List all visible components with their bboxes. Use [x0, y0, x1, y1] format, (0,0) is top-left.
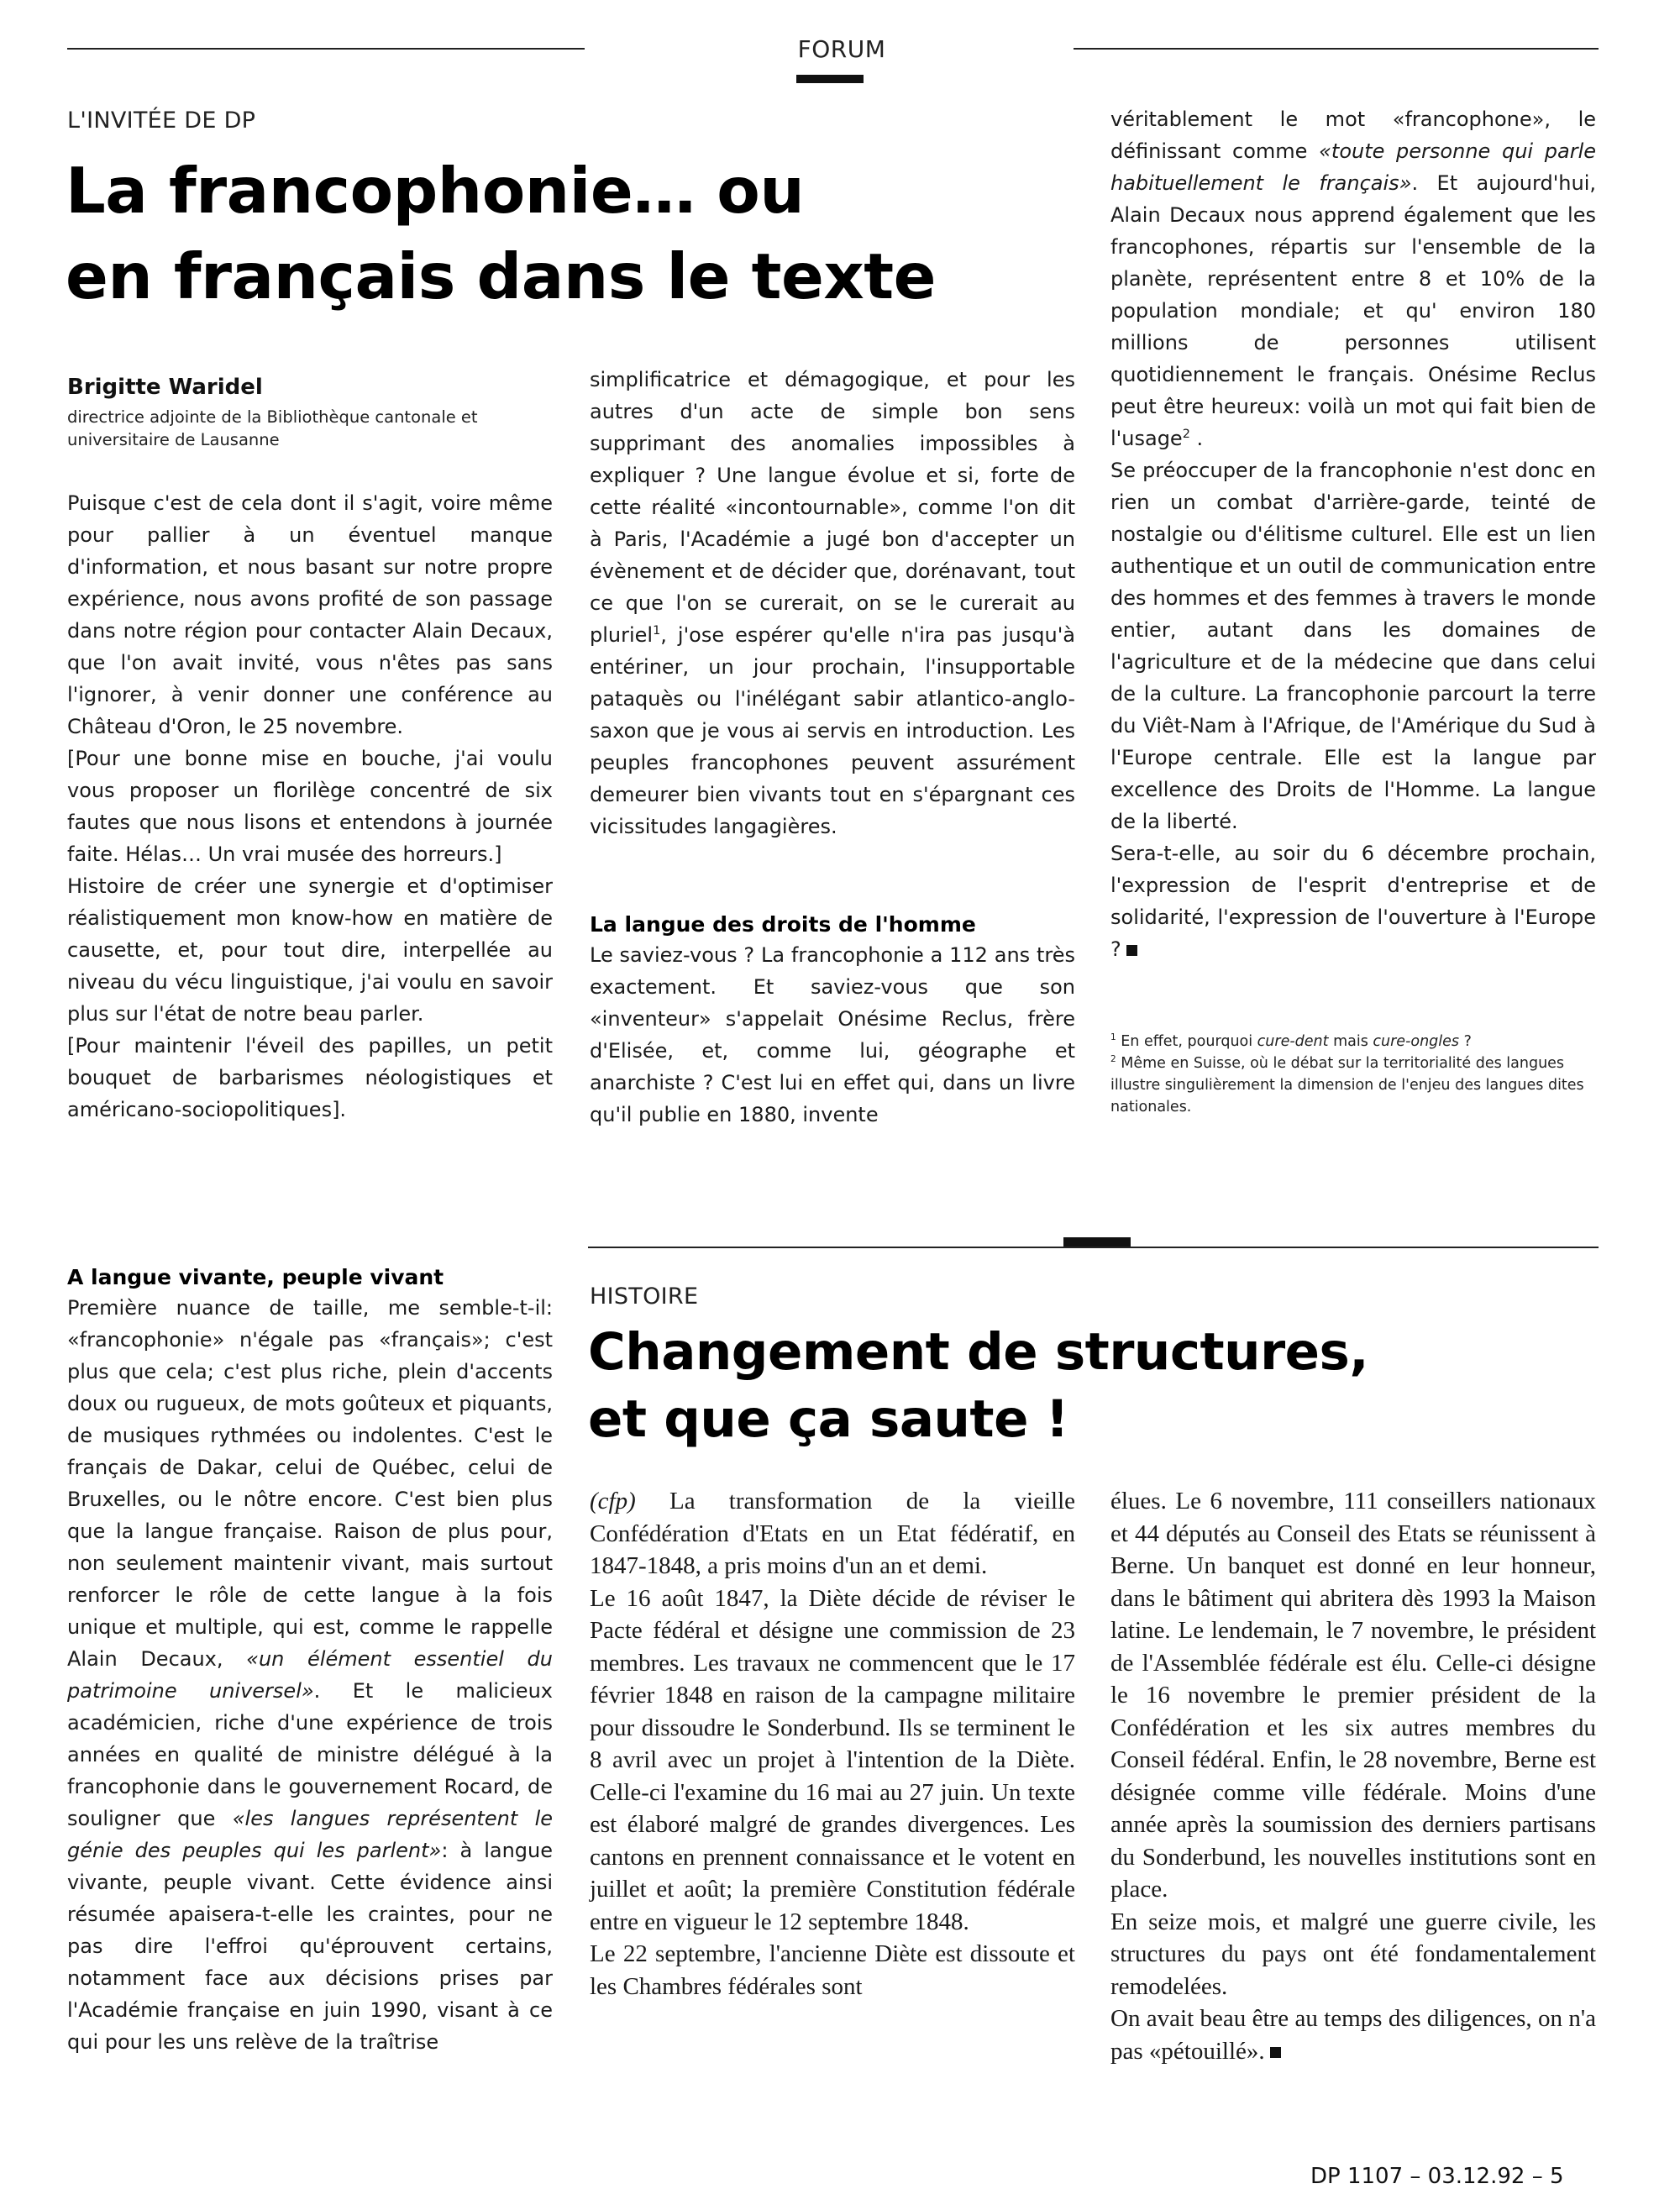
paragraph	[590, 364, 1075, 843]
italic-term: cure-dent	[1257, 1033, 1329, 1050]
footnote-2	[1110, 1053, 1598, 1118]
footnote-ref: 2	[1182, 428, 1190, 441]
text-run: Première nuance de taille, me semble-t-il: «francophonie» n'égale pas «français»; c'est plus que cela; c'est plus riche, plein d'accents doux ou rugueux, de mots goûteux et piquants, de musiques rythmées ou indolentes. C'est le français de Dakar, celui de Québec, celui de Bruxelles, ou le nôtre encore. C'est bien plus que la langue française. Raison de plus pour, non seulement maintenir vivant, mais surtout renforcer le rôle de cette langue à la fois unique et multiple, qui est, comme le rappelle Alain Decaux,	[67, 1296, 553, 1671]
text-run: . Et aujourd'hui, Alain Decaux nous apprend également que les francophones, répartis sur l'ensemble de la planète, représentent entre 8 et 10% de la population mondiale; et qu' environ 180 millions de personnes utilisent quotidiennement le français. Onésime Reclus peut être heureux: voilà un mot qui fait bien de l'usage	[1110, 171, 1597, 450]
article2-column1	[590, 1485, 1075, 2003]
article1-title-line1: La francophonie… ou	[66, 154, 805, 228]
text-run: La transformation de la vieille Confédération d'Etats en un Etat fédératif, en 1847-1848, a pris moins d'un an et demi.	[590, 1488, 1075, 1579]
paragraph: élues. Le 6 novembre, 111 conseillers nationaux et 44 députés au Conseil des Etats se réunissent à Berne. Un banquet est donné en leur honneur, dans le bâtiment qui abritera dès 1993 la Maison latine. Le lendemain, le 7 novembre, le président de l'Assemblée fédérale est élu. Celle-ci désigne le 16 novembre le premier président de la Confédération et les six autres membres du Conseil fédéral. Enfin, le 28 novembre, Berne est désignée comme ville fédérale. Moins d'une année après la soumission des derniers partisans du Sonderbund, les nouvelles institutions sont en place.	[1110, 1488, 1596, 1903]
italic-term: cure-ongles	[1373, 1033, 1460, 1050]
footnote-number: 1	[1110, 1032, 1116, 1043]
paragraph	[590, 1485, 1075, 1583]
paragraph: Le 16 août 1847, la Diète décide de réviser le Pacte fédéral et désigne une commission de 23 membres. Les travaux ne commencent que le 17 février 1848 en raison de la campagne militaire pour dissoudre le Sonderbund. Ils se terminent le 8 avril avec un projet à l'intention de la Diète. Celle-ci l'examine du 16 mai au 27 juin. Un texte est élaboré malgré de grandes divergences. Les cantons en prennent connaissance et le votent en juillet et août; la première Constitution fédérale entre en vigueur le 12 septembre 1848.	[590, 1584, 1075, 1935]
paragraph	[67, 1292, 553, 2058]
page-footer: DP 1107 – 03.12.92 – 5	[1310, 2164, 1564, 2189]
byline: (cfp)	[590, 1488, 636, 1514]
text-run: .	[1189, 427, 1204, 450]
end-mark-icon	[1126, 945, 1137, 956]
paragraph: [Pour une bonne mise en bouche, j'ai voulu vous proposer un florilège concentré de six fautes que nous lisons et entendons à journée faite. Hélas… Un vrai musée des horreurs.]	[67, 747, 553, 866]
paragraph: Histoire de créer une synergie et d'optimiser réalistiquement mon know-how en matière de causette, et, pour tout dire, interpellée au niveau du vécu linguistique, j'ai voulu en savoir plus sur l'état de notre beau parler.	[67, 874, 553, 1026]
author-affiliation	[67, 406, 571, 451]
article2-title-line2: et que ça saute !	[588, 1389, 1069, 1449]
affiliation-line1: directrice adjointe de la Bibliothèque cantonale et	[67, 407, 478, 427]
text-run: : à langue vivante, peuple vivant. Cette évidence ainsi résumée apaisera-t-elle les craintes, pour ne pas dire l'effroi qu'éprouvent certains, notamment face aux décisions prises par l'Académie française en juin 1990, visant à ce qui pour les uns relève de la traîtrise	[67, 1839, 553, 2054]
article1-column2	[590, 364, 1075, 843]
quote-italic: «un élément essentiel du patrimoine universel»	[67, 1647, 553, 1703]
article2-kicker: HISTOIRE	[590, 1283, 699, 1310]
paragraph: En seize mois, et malgré une guerre civile, les structures du pays ont été fondamentalement remodelées.	[1110, 1908, 1596, 2000]
author-name: Brigitte Waridel	[67, 375, 263, 400]
paragraph: Puisque c'est de cela dont il s'agit, voire même pour pallier à un éventuel manque d'information, et nous basant sur notre propre expérience, nous avons profité de son passage dans notre région pour contacter Alain Decaux, que l'on avait invité, vous n'êtes pas sans l'ignorer, à venir donner une conférence au Château d'Oron, le 25 novembre.	[67, 491, 553, 738]
paragraph: Se préoccuper de la francophonie n'est donc en rien un combat d'arrière-garde, teinté de nostalgie ou d'élitisme culturel. Elle est un lien authentique et un outil de communication entre des hommes et des femmes à travers le monde entier, autant dans les domaines de l'agriculture et de la médecine que dans celui de la culture. La francophonie parcourt la terre du Viêt-Nam à l'Afrique, de l'Amérique du Sud à l'Europe centrale. Elle est la langue par excellence des Droits de l'Homme. La langue de la liberté.	[1110, 459, 1596, 833]
text-run: On avait beau être au temps des diligences, on n'a pas «pétouillé».	[1110, 2005, 1596, 2065]
text-run: , j'ose espérer qu'elle n'ira pas jusqu'à entériner, un jour prochain, l'insupportable pataquès ou l'inélégant sabir atlantico-anglo-saxon que je vous ai servis en introduction. Les peuples francophones peuvent assurément demeurer bien vivants tout en s'épargnant ces vicissitudes langagières.	[590, 623, 1075, 838]
subhead-langue-vivante: A langue vivante, peuple vivant	[67, 1265, 444, 1289]
paragraph	[1110, 2003, 1596, 2067]
end-mark-icon	[1270, 2047, 1281, 2058]
quote-italic: «toute personne qui parle habituellement le français»	[1110, 139, 1597, 195]
paragraph: [Pour maintenir l'éveil des papilles, un petit bouquet de barbarismes néologistiques et américano-sociopolitiques].	[67, 1034, 553, 1121]
quote-italic: «les langues représentent le génie des peuples qui les parlent»	[67, 1807, 554, 1862]
text-run: Même en Suisse, où le débat sur la territorialité des langues illustre singulièrement la dimension de l'enjeu des langues dites nationales.	[1110, 1055, 1584, 1115]
header-rule-left	[67, 48, 585, 50]
section-label: FORUM	[797, 35, 886, 63]
text-run: ?	[1459, 1033, 1472, 1050]
article1-column2-continued	[590, 939, 1075, 1131]
text-run: mais	[1328, 1033, 1373, 1050]
footnote-ref: 1	[653, 624, 661, 638]
text-run: En effet, pourquoi	[1116, 1033, 1257, 1050]
subhead-droits-homme: La langue des droits de l'homme	[590, 912, 976, 937]
text-run: Sera-t-elle, au soir du 6 décembre prochain, l'expression de l'esprit d'entreprise et de solidarité, l'expression de l'ouverture à l'Europe ?	[1110, 842, 1596, 961]
article1-column1-continued	[67, 1292, 553, 2058]
text-run: . Et le malicieux académicien, riche d'une expérience de trois années en qualité de ministre délégué à la francophonie dans le gouvernement Rocard, de souligner que	[67, 1679, 553, 1830]
header-bar	[796, 75, 864, 83]
article1-kicker: L'INVITÉE DE DP	[67, 108, 256, 134]
article1-column3	[1110, 103, 1596, 965]
article-divider-rule	[588, 1247, 1599, 1248]
article2-title-line1: Changement de structures,	[588, 1322, 1369, 1382]
footnote-number: 2	[1110, 1054, 1116, 1065]
footnote-1	[1110, 1031, 1598, 1053]
article1-title-line2: en français dans le texte	[66, 239, 936, 313]
affiliation-line2: universitaire de Lausanne	[67, 430, 280, 449]
text-run: simplificatrice et démagogique, et pour les autres d'un acte de simple bon sens supprimant des anomalies impossibles à expliquer ? Une langue évolue et si, forte de cette réalité «incontournable», comme l'on dit à Paris, l'Académie a jugé bon d'accepter un évènement et de décider que, dorénavant, tout ce que l'on se curerait, on se le curerait au pluriel	[590, 368, 1075, 647]
article1-column1	[67, 487, 553, 1126]
paragraph: Le saviez-vous ? La francophonie a 112 ans très exactement. Et saviez-vous que son «inventeur» s'appelait Onésime Reclus, frère d'Elisée, et, comme lui, géographe et anarchiste ? C'est lui en effet qui, dans un livre qu'il publie en 1880, invente	[590, 943, 1075, 1126]
article-divider-bar	[1063, 1237, 1131, 1247]
article2-column2	[1110, 1485, 1596, 2067]
paragraph	[1110, 837, 1596, 965]
footnotes	[1110, 1031, 1598, 1118]
paragraph	[1110, 103, 1596, 454]
header-rule-right	[1074, 48, 1599, 50]
paragraph: Le 22 septembre, l'ancienne Diète est dissoute et les Chambres fédérales sont	[590, 1940, 1075, 2000]
text-run: véritablement le mot «francophone», le définissant comme	[1110, 108, 1596, 163]
